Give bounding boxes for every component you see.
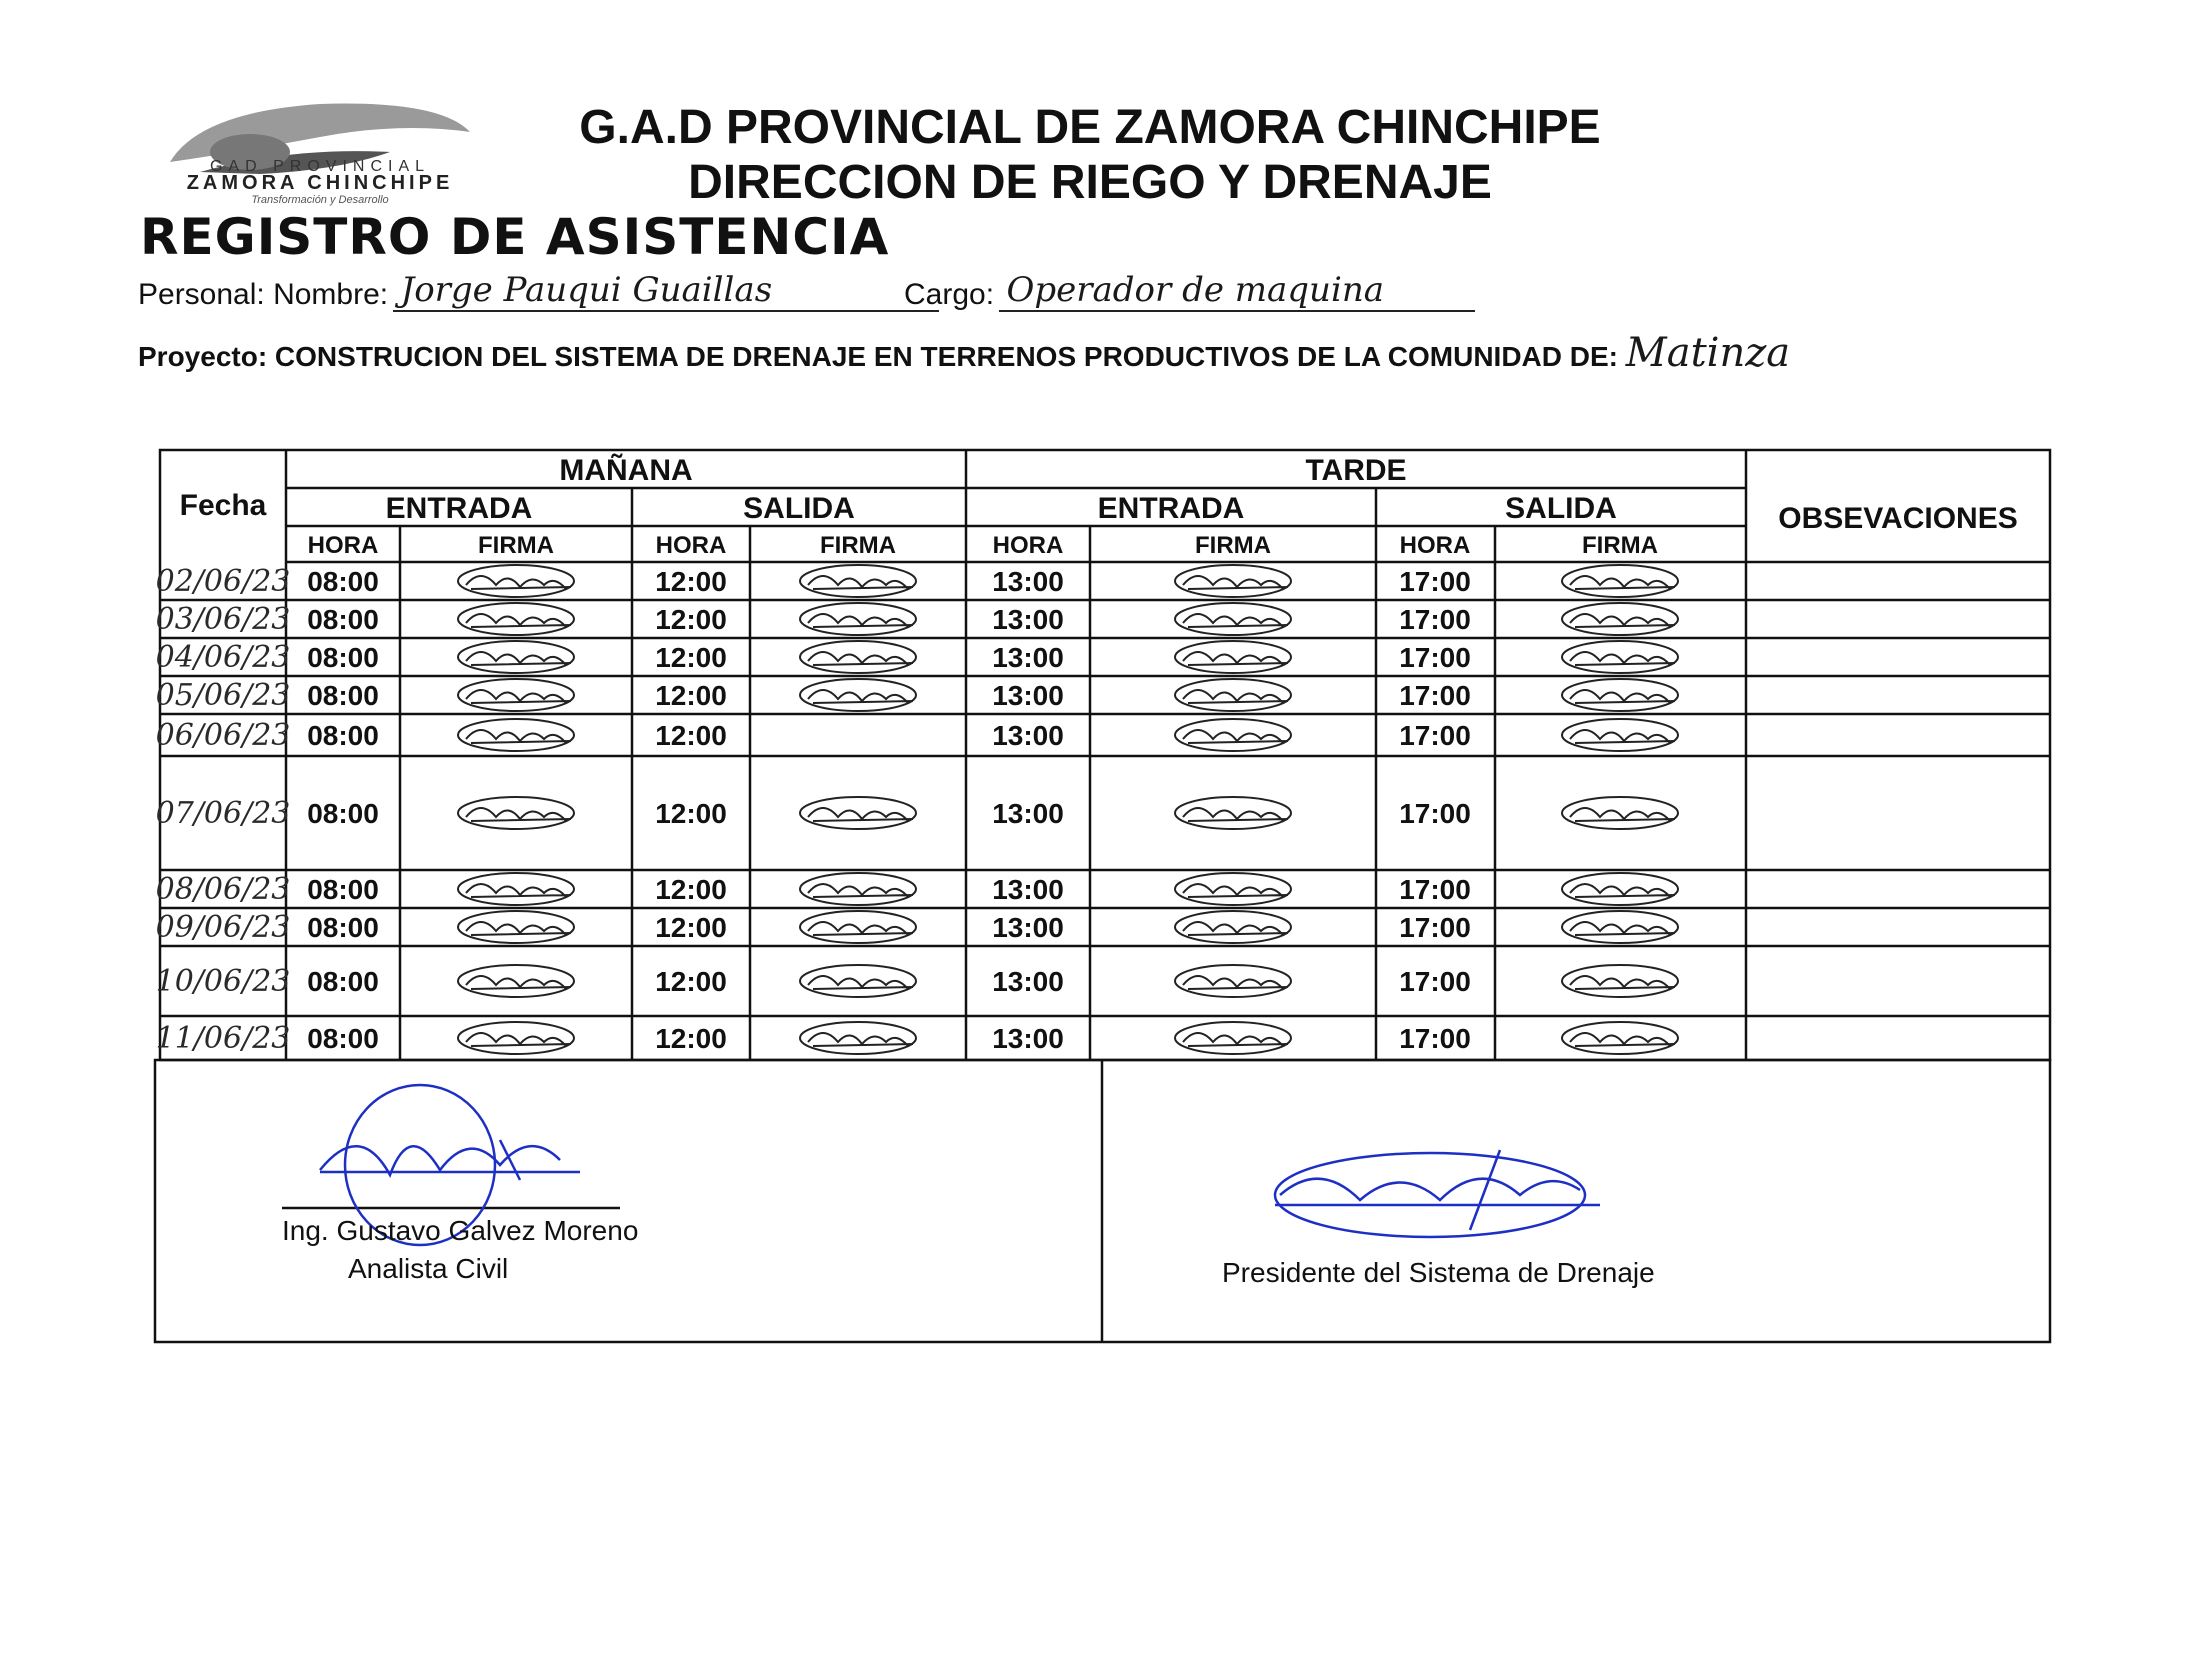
cell-fecha: 05/06/23 [155,678,291,713]
signature-icon [458,873,574,905]
signature-icon [1562,641,1678,673]
table-row [156,718,1678,753]
signature-icon [1175,911,1291,943]
cell-hora-tarde-entrada: 13:00 [992,912,1064,943]
cell-hora-tarde-entrada: 13:00 [992,966,1064,997]
header-institution: G.A.D PROVINCIAL DE ZAMORA CHINCHIPE [579,101,1601,154]
header-firma-te: FIRMA [1195,532,1271,559]
signature-icon [800,965,916,997]
president-signature-icon [1275,1150,1600,1237]
cell-fecha: 04/06/23 [155,640,291,675]
cell-hora-tarde-salida: 17:00 [1399,566,1471,597]
cell-fecha: 10/06/23 [155,964,291,999]
table-row [156,564,1678,599]
cell-hora-manana-entrada: 08:00 [307,798,379,829]
signature-icon [458,603,574,635]
cell-hora-manana-entrada: 08:00 [307,566,379,597]
cell-hora-tarde-entrada: 13:00 [992,874,1064,905]
signature-icon [1175,565,1291,597]
cell-hora-manana-salida: 12:00 [655,1023,727,1054]
cell-fecha: 07/06/23 [155,796,291,831]
table-row [156,602,1678,637]
cell-hora-tarde-entrada: 13:00 [992,680,1064,711]
cell-hora-tarde-entrada: 13:00 [992,1023,1064,1054]
signature-icon [800,873,916,905]
header-firma-ms: FIRMA [820,532,896,559]
signature-icon [800,1022,916,1054]
cell-hora-tarde-salida: 17:00 [1399,720,1471,751]
table-row [156,640,1678,675]
header-firma-ts: FIRMA [1582,532,1658,559]
cell-fecha: 02/06/23 [155,564,291,599]
signature-icon [458,719,574,751]
cell-hora-tarde-salida: 17:00 [1399,680,1471,711]
logo-text-gad: GAD PROVINCIAL [209,158,431,175]
signature-icon [1562,603,1678,635]
cell-hora-manana-entrada: 08:00 [307,874,379,905]
signature-icon [1175,603,1291,635]
cell-hora-manana-salida: 12:00 [655,874,727,905]
table-grid [160,450,2050,1060]
signature-icon [458,965,574,997]
signature-icon [1562,679,1678,711]
header-tarde-entrada: ENTRADA [1097,492,1245,525]
logo-text-province: ZAMORA CHINCHIPE [186,172,454,194]
signature-icon [1175,797,1291,829]
cargo-field: Operador de maquina [999,270,1475,312]
signature-icon [800,603,916,635]
signature-icon [1175,719,1291,751]
table-row [156,1021,1678,1056]
cell-hora-tarde-entrada: 13:00 [992,566,1064,597]
cell-hora-manana-salida: 12:00 [655,720,727,751]
header-manana-entrada: ENTRADA [385,492,533,525]
proyecto-label: Proyecto: CONSTRUCION DEL SISTEMA DE DRENAJE EN TERRENOS PRODUCTIVOS DE LA COMUNIDAD DE: [138,341,1618,372]
header-observaciones: OBSEVACIONES [1778,502,2018,535]
cell-hora-manana-entrada: 08:00 [307,912,379,943]
personal-label: Personal: Nombre: [138,278,389,311]
cell-hora-manana-salida: 12:00 [655,798,727,829]
header-tarde-salida: SALIDA [1505,492,1617,525]
header-hora-te: HORA [992,532,1064,559]
table-row [156,910,1678,945]
table-row [156,678,1678,713]
cell-hora-manana-salida: 12:00 [655,642,727,673]
signature-icon [800,911,916,943]
signature-icon [458,641,574,673]
signature-icon [458,1022,574,1054]
header-tarde: TARDE [1305,454,1407,487]
cell-hora-tarde-salida: 17:00 [1399,1023,1471,1054]
header-firma-me: FIRMA [478,532,554,559]
cell-hora-tarde-entrada: 13:00 [992,798,1064,829]
signature-icon [1562,1022,1678,1054]
signature-icon [800,679,916,711]
cell-hora-tarde-entrada: 13:00 [992,642,1064,673]
table-row [156,796,1678,831]
supervisor-role: Analista Civil [348,1253,509,1284]
president-role: Presidente del Sistema de Drenaje [1222,1257,1655,1288]
table-row [156,964,1678,999]
cell-hora-manana-salida: 12:00 [655,604,727,635]
cell-hora-tarde-salida: 17:00 [1399,642,1471,673]
cell-fecha: 06/06/23 [155,718,291,753]
cell-hora-manana-entrada: 08:00 [307,966,379,997]
signature-icon [1562,797,1678,829]
signature-icon [1562,719,1678,751]
header-department: DIRECCION DE RIEGO Y DRENAJE [688,156,1492,209]
cell-hora-tarde-entrada: 13:00 [992,720,1064,751]
signature-icon [800,565,916,597]
signature-icon [1175,965,1291,997]
header-manana: MAÑANA [559,454,693,487]
cell-hora-manana-entrada: 08:00 [307,1023,379,1054]
signature-icon [800,641,916,673]
cell-fecha: 11/06/23 [155,1021,291,1056]
cell-hora-tarde-salida: 17:00 [1399,966,1471,997]
cell-hora-manana-entrada: 08:00 [307,720,379,751]
cell-hora-tarde-salida: 17:00 [1399,874,1471,905]
header-hora-ms: HORA [655,532,727,559]
signature-icon [1175,641,1291,673]
signature-icon [1562,965,1678,997]
signature-icon [458,679,574,711]
supervisor-name: Ing. Gustavo Galvez Moreno [282,1215,639,1246]
signature-icon [1175,679,1291,711]
personal-name-field: Jorge Pauqui Guaillas [393,270,939,312]
signature-icon [1175,1022,1291,1054]
cell-fecha: 03/06/23 [155,602,291,637]
cell-hora-tarde-entrada: 13:00 [992,604,1064,635]
cell-hora-tarde-salida: 17:00 [1399,604,1471,635]
cell-hora-tarde-salida: 17:00 [1399,798,1471,829]
header-hora-me: HORA [307,532,379,559]
table-row [156,872,1678,907]
signature-icon [458,797,574,829]
signature-icon [800,797,916,829]
header-manana-salida: SALIDA [743,492,855,525]
cell-hora-manana-entrada: 08:00 [307,604,379,635]
document-title: REGISTRO DE ASISTENCIA [140,208,890,266]
cell-hora-manana-salida: 12:00 [655,566,727,597]
comunidad-field: Matinza [1625,330,1791,376]
cell-fecha: 09/06/23 [155,910,291,945]
logo-text-slogan: Transformación y Desarrollo [251,194,389,206]
signature-box [155,1060,2050,1342]
signature-icon [1562,911,1678,943]
cell-hora-manana-entrada: 08:00 [307,680,379,711]
cell-fecha: 08/06/23 [155,872,291,907]
cell-hora-manana-salida: 12:00 [655,680,727,711]
header-fecha: Fecha [179,489,267,522]
cargo-label: Cargo: [904,278,995,311]
cell-hora-manana-salida: 12:00 [655,966,727,997]
cell-hora-manana-salida: 12:00 [655,912,727,943]
signature-icon [1562,565,1678,597]
signature-icon [1175,873,1291,905]
header-hora-ts: HORA [1399,532,1471,559]
signature-icon [1562,873,1678,905]
cell-hora-tarde-salida: 17:00 [1399,912,1471,943]
signature-icon [458,911,574,943]
signature-icon [458,565,574,597]
cell-hora-manana-entrada: 08:00 [307,642,379,673]
